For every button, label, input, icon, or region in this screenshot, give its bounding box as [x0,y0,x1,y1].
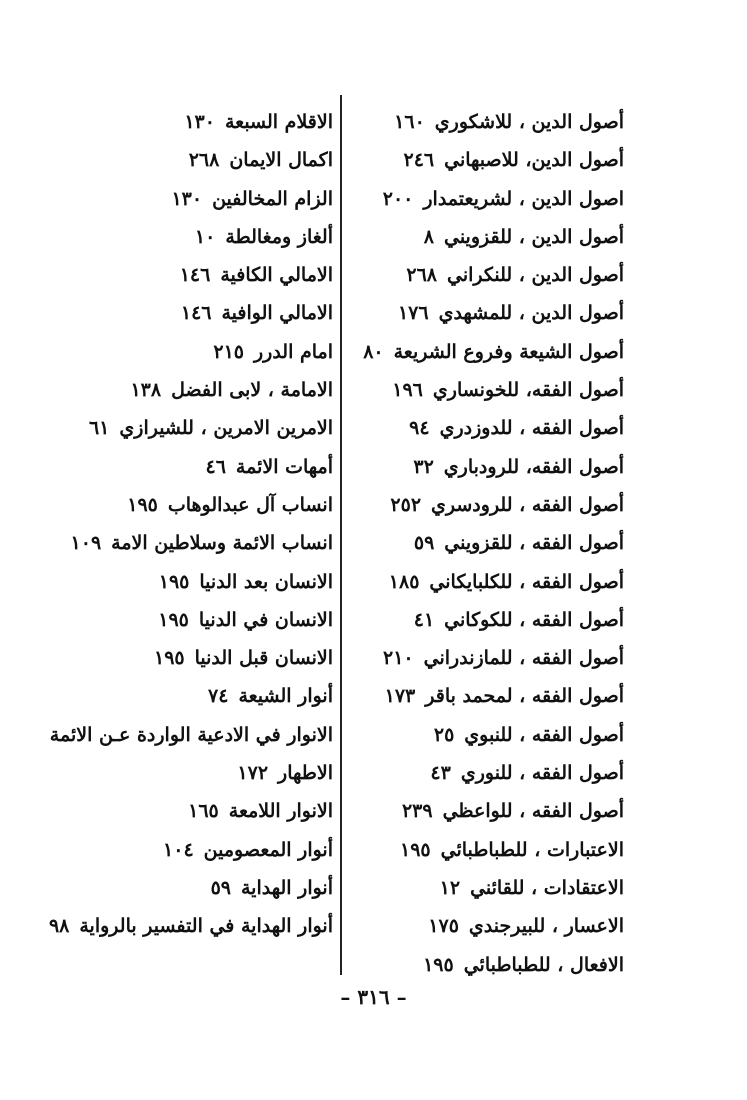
entry-page-number: ٤٦ [205,455,226,478]
index-entry [3,141,333,179]
entry-title: أصول الفقه ، للنوري [460,762,624,785]
index-entry [374,677,624,715]
entry-title: الاعتقادات ، للقائني [470,876,624,899]
entry-title: أصول الفقه ، للمازندراني [423,647,624,670]
entry-page-number: ١٤٦ [179,264,211,287]
entry-title: أصول الفقه، للخونساري [432,379,624,402]
entry-title: أصول الفقه ، للكوكاني [444,608,624,631]
entry-page-number: ١٩٥ [400,838,431,861]
entry-page-number: ٩٤ [409,417,430,440]
index-entry [3,639,333,677]
index-entry [374,103,624,141]
entry-title: أنوار الهداية في التفسير بالرواية [79,915,333,938]
index-entry [3,333,333,371]
entry-page-number: ١٤٦ [180,302,212,325]
index-entry [374,907,624,945]
entry-title: الامالي الوافية [221,302,333,325]
entry-title: امام الدرر [253,340,333,363]
entry-page-number: ١٣٠ [184,111,215,133]
index-entry [374,218,624,256]
index-entry [374,371,624,409]
entry-title: أنوار الهداية [240,876,333,899]
entry-title: أنوار الشيعة [238,685,333,708]
index-entry [374,448,624,486]
entry-page-number: ١٧٣ [384,685,416,708]
entry-page-number: ١٠٤ [163,838,194,861]
entry-page-number: ٤٣ [430,762,451,785]
entry-page-number: ٩٨ [48,915,70,938]
entry-page-number: ١٠ [194,225,216,248]
entry-page-number: ١٩٦ [392,379,423,402]
entry-page-number: ٥٩ [413,532,435,555]
entry-page-number: ٥٩ [210,876,231,899]
index-entry [374,524,624,562]
entry-title: الانسان قبل الدنيا [194,647,333,670]
index-entry [374,294,624,332]
entry-page-number: ٨ [423,225,434,248]
index-entry [374,180,624,218]
entry-title: أصول الفقه ، للنبوي [464,723,624,746]
entry-title: أصول الفقه، للرودباري [443,455,624,478]
entry-page-number: ٢١٥ [213,340,244,363]
entry-page-number: ١٧٦ [397,302,429,325]
entry-title: أمهات الائمة [235,455,333,478]
entry-title: أصول الدين ، للقزويني [443,225,624,248]
entry-page-number: ٤١ [413,608,435,631]
index-entry [3,180,333,218]
entry-title: انساب الائمة وسلاطين الامة [111,532,333,555]
index-entry [3,677,333,715]
index-entry [374,792,624,830]
entry-page-number: ٢٠٠ [382,187,414,210]
index-entry [3,256,333,294]
entry-title: الانوار في الادعية الواردة عـن الائمة [49,723,333,746]
index-entry [374,869,624,907]
entry-title: الاعتبارات ، للطباطبائي [440,838,624,861]
index-entry [363,333,624,371]
entry-title: انساب آل عبدالوهاب [167,493,333,516]
entry-page-number: ٢٥ [433,723,455,746]
entry-page-number: ١٨٥ [388,570,420,593]
index-entry [374,409,624,447]
entry-title: اكمال الايمان [229,149,333,172]
index-entry [3,409,333,447]
entry-page-number: ١٣٨ [130,379,162,402]
entry-page-number: ٨٠ [363,340,384,363]
entry-title: ألغاز ومغالطة [225,225,333,248]
index-entry [3,907,333,945]
entry-title: الامامة ، لابى الفضل [171,379,333,402]
entry-title: أصول الدين، للاصبهاني [444,149,624,172]
entry-page-number: ١٠٩ [70,532,102,555]
entry-page-number: ١٩٥ [127,493,158,516]
entry-title: أصول الدين ، للنكراني [447,264,624,287]
entry-title: الاطهار [278,762,333,785]
index-entry [3,524,333,562]
entry-title: الانسان بعد الدنيا [199,570,333,593]
entry-title: أصول الفقه ، للرودسري [431,493,624,516]
entry-page-number: ١٣٠ [171,187,203,210]
entry-title: الامرين الامرين ، للشيرازي [119,417,333,440]
index-entry [374,141,624,179]
column-divider [340,95,342,975]
index-entry [3,831,333,869]
entry-title: الانوار اللامعة [228,800,333,823]
index-entry [3,869,333,907]
page-number: – ٣١٦ – [340,985,407,1009]
index-entry [3,294,333,332]
entry-title: الزام المخالفين [212,187,333,210]
entry-page-number: ١٧٥ [428,915,459,938]
entry-page-number: ١٩٥ [423,953,454,976]
entry-page-number: ٢٤٦ [403,149,435,172]
index-column-left [3,103,333,946]
index-entry [3,563,333,601]
entry-title: أصول الفقه ، للكلبايكاني [429,570,624,593]
index-entry [374,486,624,524]
entry-page-number: ٣٢ [413,455,434,478]
entry-page-number: ١٩٥ [153,647,185,670]
index-entry [374,716,624,754]
entry-title: أصول الدين ، للاشكوري [434,111,624,133]
index-entry [3,103,333,141]
entry-page-number: ٦١ [88,417,110,440]
index-entry [374,831,624,869]
index-entry [3,448,333,486]
entry-title: الامالي الكافية [220,264,333,287]
entry-title: أصول الفقه ، للواعظي [442,800,624,823]
index-entry [3,754,333,792]
index-entry [3,601,333,639]
index-entry [3,486,333,524]
entry-page-number: ١٦٥ [188,800,219,823]
index-entry [374,563,624,601]
entry-page-number: ٧٤ [208,685,229,708]
index-entry [374,754,624,792]
entry-page-number: ١٩٥ [158,570,190,593]
entry-page-number: ٢٥٢ [390,493,422,516]
index-entry [3,371,333,409]
entry-page-number: ١٢ [439,876,461,899]
entry-page-number: ١٦٠ [394,111,425,133]
index-entry [374,946,624,984]
entry-title: الاقلام السبعة [224,111,333,133]
entry-page-number: ٢٦٨ [406,264,437,287]
entry-page-number: ٢٣٩ [401,800,433,823]
entry-title: أصول الشيعة وفروع الشريعة [393,340,624,363]
index-entry [374,639,624,677]
entry-title: الاعسار ، للبيرجندي [468,915,624,938]
entry-title: أصول الفقه ، للدوزدري [439,417,624,440]
entry-page-number: ١٩٥ [158,608,189,631]
index-entry [3,792,333,830]
entry-title: الافعال ، للطباطبائي [463,953,624,976]
index-entry [374,256,624,294]
index-entry [3,716,333,754]
entry-page-number: ١٧٢ [237,762,269,785]
entry-title: أصول الدين ، للمشهدي [438,302,624,325]
entry-title: أنوار المعصومين [203,838,333,861]
entry-page-number: ٢٦٨ [188,149,220,172]
entry-title: الانسان في الدنيا [198,608,333,631]
index-column-right [363,103,624,984]
index-entry [374,601,624,639]
entry-title: اصول الدين ، لشريعتمدار [423,187,624,210]
index-entry [3,218,333,256]
entry-title: أصول الفقه ، لمحمد باقر [425,685,624,708]
entry-page-number: ٢١٠ [383,647,414,670]
entry-title: أصول الفقه ، للقزويني [444,532,624,555]
